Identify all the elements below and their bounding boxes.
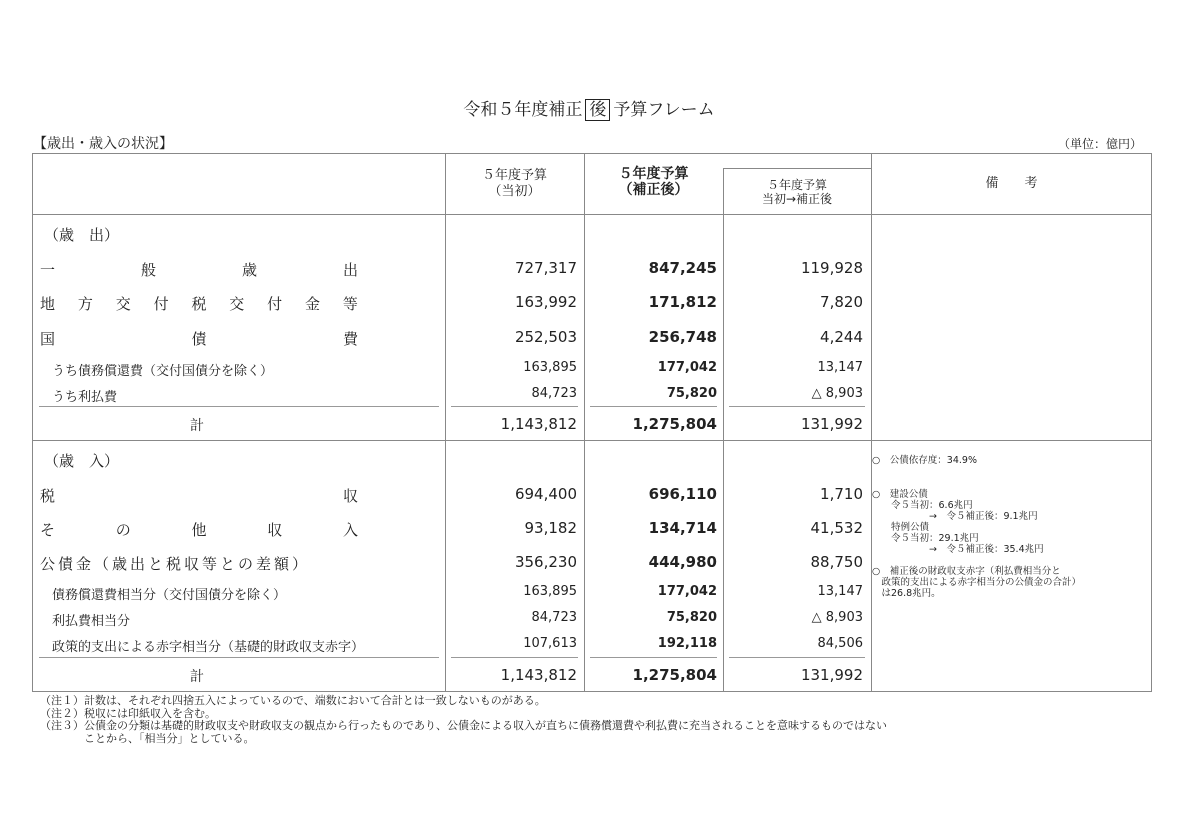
- header-remarks: 備 考: [985, 176, 1038, 191]
- header-bottom-line: [32, 214, 1152, 215]
- page-title: 令和５年度補正 後 予算フレーム: [463, 100, 715, 120]
- table-row: 一 般 歳 出 727,317 847,245 119,928: [40, 259, 863, 279]
- section-label: 【歳出・歳入の状況】: [33, 136, 173, 152]
- table-row: 国 債 費 252,503 256,748 4,244: [40, 328, 863, 348]
- row-label: 税 収: [40, 487, 358, 505]
- section-divider: [32, 440, 1152, 441]
- header-initial: ５年度予算 （当初）: [481, 168, 547, 199]
- total-row: 計 1,143,812 1,275,804 131,992: [190, 415, 863, 434]
- row-label: 一 般 歳 出: [40, 261, 358, 279]
- row-label: そ の 他 収 入: [40, 521, 358, 539]
- table-row: そ の 他 収 入 93,182 134,714 41,532: [40, 519, 863, 539]
- header-revised: ５年度予算 （補正後）: [618, 166, 689, 198]
- table-row: 政策的支出による赤字相当分（基礎的財政収支赤字） 107,613 192,118 84,506: [52, 636, 863, 655]
- footnotes: （注１）計数は、それぞれ四捨五入によっているので、端数において合計とは一致しないものがある。 （注２）税収には印紙収入を含む。 （注３）公債金の分類は基礎的財政収支や財政収支の観点から行ったものであり、公債金による収入が直ちに債務償還費や利払費に充当されることを意味するものではない ことから、「相当分」としている。: [40, 694, 887, 745]
- header-sub-line: [723, 168, 871, 169]
- table-row: うち債務償還費（交付国債分を除く） 163,895 177,042 13,147: [52, 360, 863, 379]
- table-row: 公債金（歳出と税収等との差額） 356,230 444,980 88,750: [40, 553, 863, 573]
- row-label: 地 方 交 付 税 交 付 金 等: [40, 295, 358, 313]
- table-row: 地 方 交 付 税 交 付 金 等 163,992 171,812 7,820: [40, 293, 863, 313]
- remark-bond-dependency: ○ 公債依存度：34.9%: [872, 455, 977, 466]
- unit-label: （単位：億円）: [1057, 137, 1142, 151]
- table-row: 税 収 694,400 696,110 1,710: [40, 485, 863, 505]
- header-change: ５年度予算 当初→補正後: [761, 178, 833, 206]
- row-label: 国 債 費: [40, 330, 358, 348]
- remark-deficit: ○ 補正後の財政収支赤字（利払費相当分と 政策的支出による赤字相当分の公債金の合計） は26.8兆円。: [872, 566, 1082, 599]
- total-row: 計 1,143,812 1,275,804 131,992: [190, 666, 863, 685]
- section-heading: （歳 出）: [44, 226, 120, 244]
- table-row: 債務償還費相当分（交付国債分を除く） 163,895 177,042 13,147: [52, 584, 863, 603]
- table-row: うち利払費 84,723 75,820 △ 8,903: [52, 386, 863, 405]
- table-row: 利払費相当分 84,723 75,820 △ 8,903: [52, 610, 863, 629]
- remark-bond-breakdown: ○ 建設公債 令５当初：6.6兆円 → 令５補正後：9.1兆円 特例公債 令５当初：29.1兆円 → 令５補正後：35.4兆円: [872, 489, 1044, 555]
- boxed-char: 後: [585, 99, 610, 121]
- section-heading: （歳 入）: [44, 452, 120, 470]
